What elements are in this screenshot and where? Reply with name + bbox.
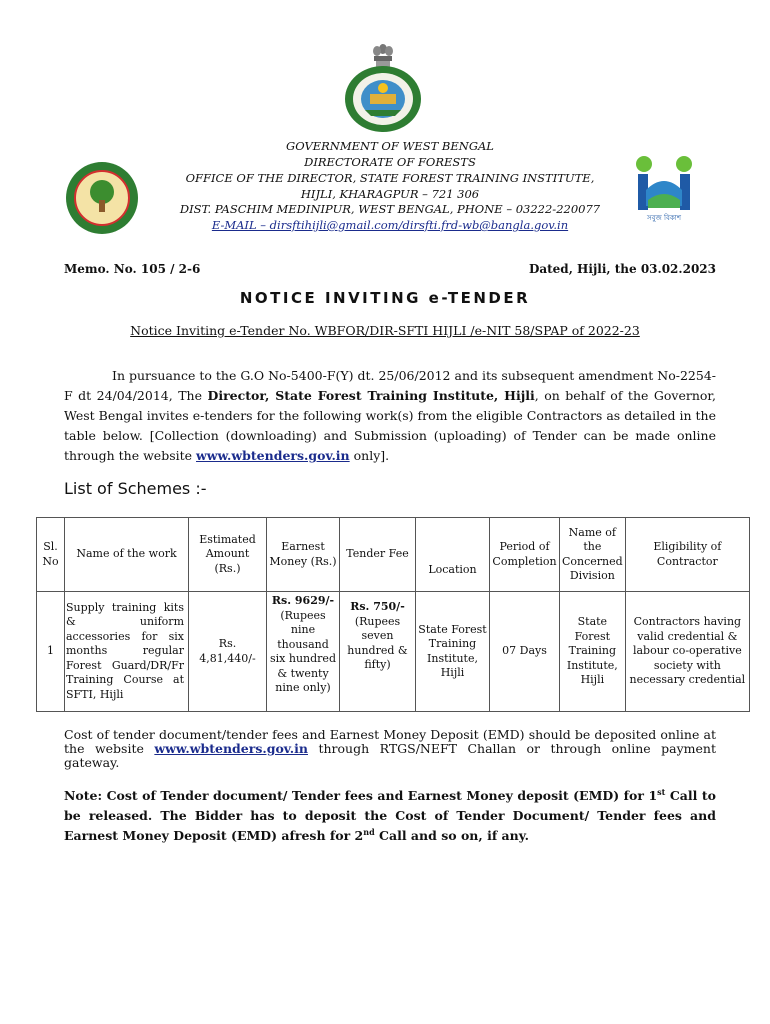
cost-paragraph: [64, 728, 716, 770]
intro-director-name: Director, State Forest Training Institute, Hijli: [207, 388, 535, 403]
cost-wbtenders-link[interactable]: www.wbtenders.gov.in: [154, 741, 308, 756]
logo-caption: সবুজ বিকাশ: [647, 214, 681, 222]
header-line-government: GOVERNMENT OF WEST BENGAL: [286, 139, 494, 153]
td-fee: [340, 592, 416, 712]
th-location: Location: [416, 518, 490, 592]
th-eligibility: Eligibility of Contractor: [625, 518, 749, 592]
note-sup-2: nd: [363, 826, 375, 837]
header-email-link[interactable]: E-MAIL – dirsftihijli@gmail.com/dirsfti.frd-wb@bangla.gov.in: [211, 218, 569, 232]
earnest-words: (Rupees nine thousand six hundred & twenty nine only): [270, 608, 336, 694]
memo-number: Memo. No. 105 / 2-6: [64, 262, 201, 276]
td-work: Supply training kits & uniform accessories for six months regular Forest Guard/DR/Fr Training Course at SFTI, Hijli: [65, 592, 189, 712]
memo-date: Dated, Hijli, the 03.02.2023: [528, 262, 716, 276]
header-line-directorate: DIRECTORATE OF FORESTS: [304, 155, 476, 169]
td-eligibility: Contractors having valid credential & labour co-operative society with necessary credential: [625, 592, 749, 712]
wbtenders-link[interactable]: www.wbtenders.gov.in: [196, 448, 350, 463]
th-sl: Sl. No: [37, 518, 65, 592]
td-sl: 1: [37, 592, 65, 712]
header-line-office: OFFICE OF THE DIRECTOR, STATE FOREST TRAINING INSTITUTE,: [185, 171, 595, 185]
intro-paragraph: [64, 366, 716, 466]
cost-text-1: Cost of tender document/tender fees and Earnest Money Deposit (EMD) should be deposited online at the website: [64, 727, 716, 756]
sabuj-bikash-logo-icon: [624, 150, 704, 232]
fee-words: (Rupees seven hundred & fifty): [347, 614, 408, 671]
note-paragraph: [64, 786, 716, 846]
schemes-table: [36, 517, 750, 712]
west-bengal-seal-icon: [340, 64, 426, 134]
td-division: State Forest Training Institute, Hijli: [560, 592, 626, 712]
th-estimated: Estimated Amount (Rs.): [189, 518, 267, 592]
note-text-3: Call and so on, if any.: [374, 828, 529, 843]
earnest-amount: Rs. 9629/-: [271, 594, 335, 607]
td-earnest: [267, 592, 340, 712]
intro-text-1: In pursuance to the G.O No-5400-F(Y) dt. 25/06/2012 and its subsequent amendment No-2254-F dt 24/04/2014, The: [64, 368, 716, 403]
note-text-2: Call to be released. The Bidder has to deposit the Cost of Tender Document/ Tender fees and Earnest Money Deposit (EMD) afresh for 2: [64, 788, 716, 843]
th-earnest: Earnest Money (Rs.): [267, 518, 340, 592]
td-estimated: Rs. 4,81,440/-: [189, 592, 267, 712]
table-header-row: [37, 518, 750, 592]
td-location: State Forest Training Institute, Hijli: [416, 592, 490, 712]
th-fee: Tender Fee: [340, 518, 416, 592]
intro-text-3: only].: [349, 448, 390, 463]
note-text-1: Note: Cost of Tender document/ Tender fees and Earnest Money deposit (EMD) for 1: [64, 788, 658, 803]
notice-title: NOTICE INVITING e-TENDER: [239, 289, 531, 307]
cost-text-2: through RTGS/NEFT Challan or through online payment gateway.: [64, 741, 716, 770]
header-line-address: HIJLI, KHARAGPUR – 721 306: [300, 187, 480, 201]
th-period: Period of Completion: [490, 518, 560, 592]
note-sup-1: st: [657, 786, 666, 797]
table-row: [37, 592, 750, 712]
intro-text-2: , on behalf of the Governor, West Bengal invites e-tenders for the following work(s) from the eligible Contractors as detailed in the table below. [Collection (downloading) and Submission (uploading) of Tender can be made online through the website: [64, 388, 716, 463]
header-line-district-phone: DIST. PASCHIM MEDINIPUR, WEST BENGAL, PHONE – 03222-220077: [179, 202, 601, 216]
th-work: Name of the work: [65, 518, 189, 592]
td-period: 07 Days: [490, 592, 560, 712]
fee-amount: Rs. 750/-: [350, 600, 405, 613]
schemes-heading: List of Schemes :-: [64, 479, 207, 498]
tender-number: Notice Inviting e-Tender No. WBFOR/DIR-SFTI HIJLI /e-NIT 58/SPAP of 2022-23: [130, 323, 640, 338]
sfti-logo-icon: [64, 160, 140, 236]
th-division: Name of the Concerned Division: [560, 518, 626, 592]
